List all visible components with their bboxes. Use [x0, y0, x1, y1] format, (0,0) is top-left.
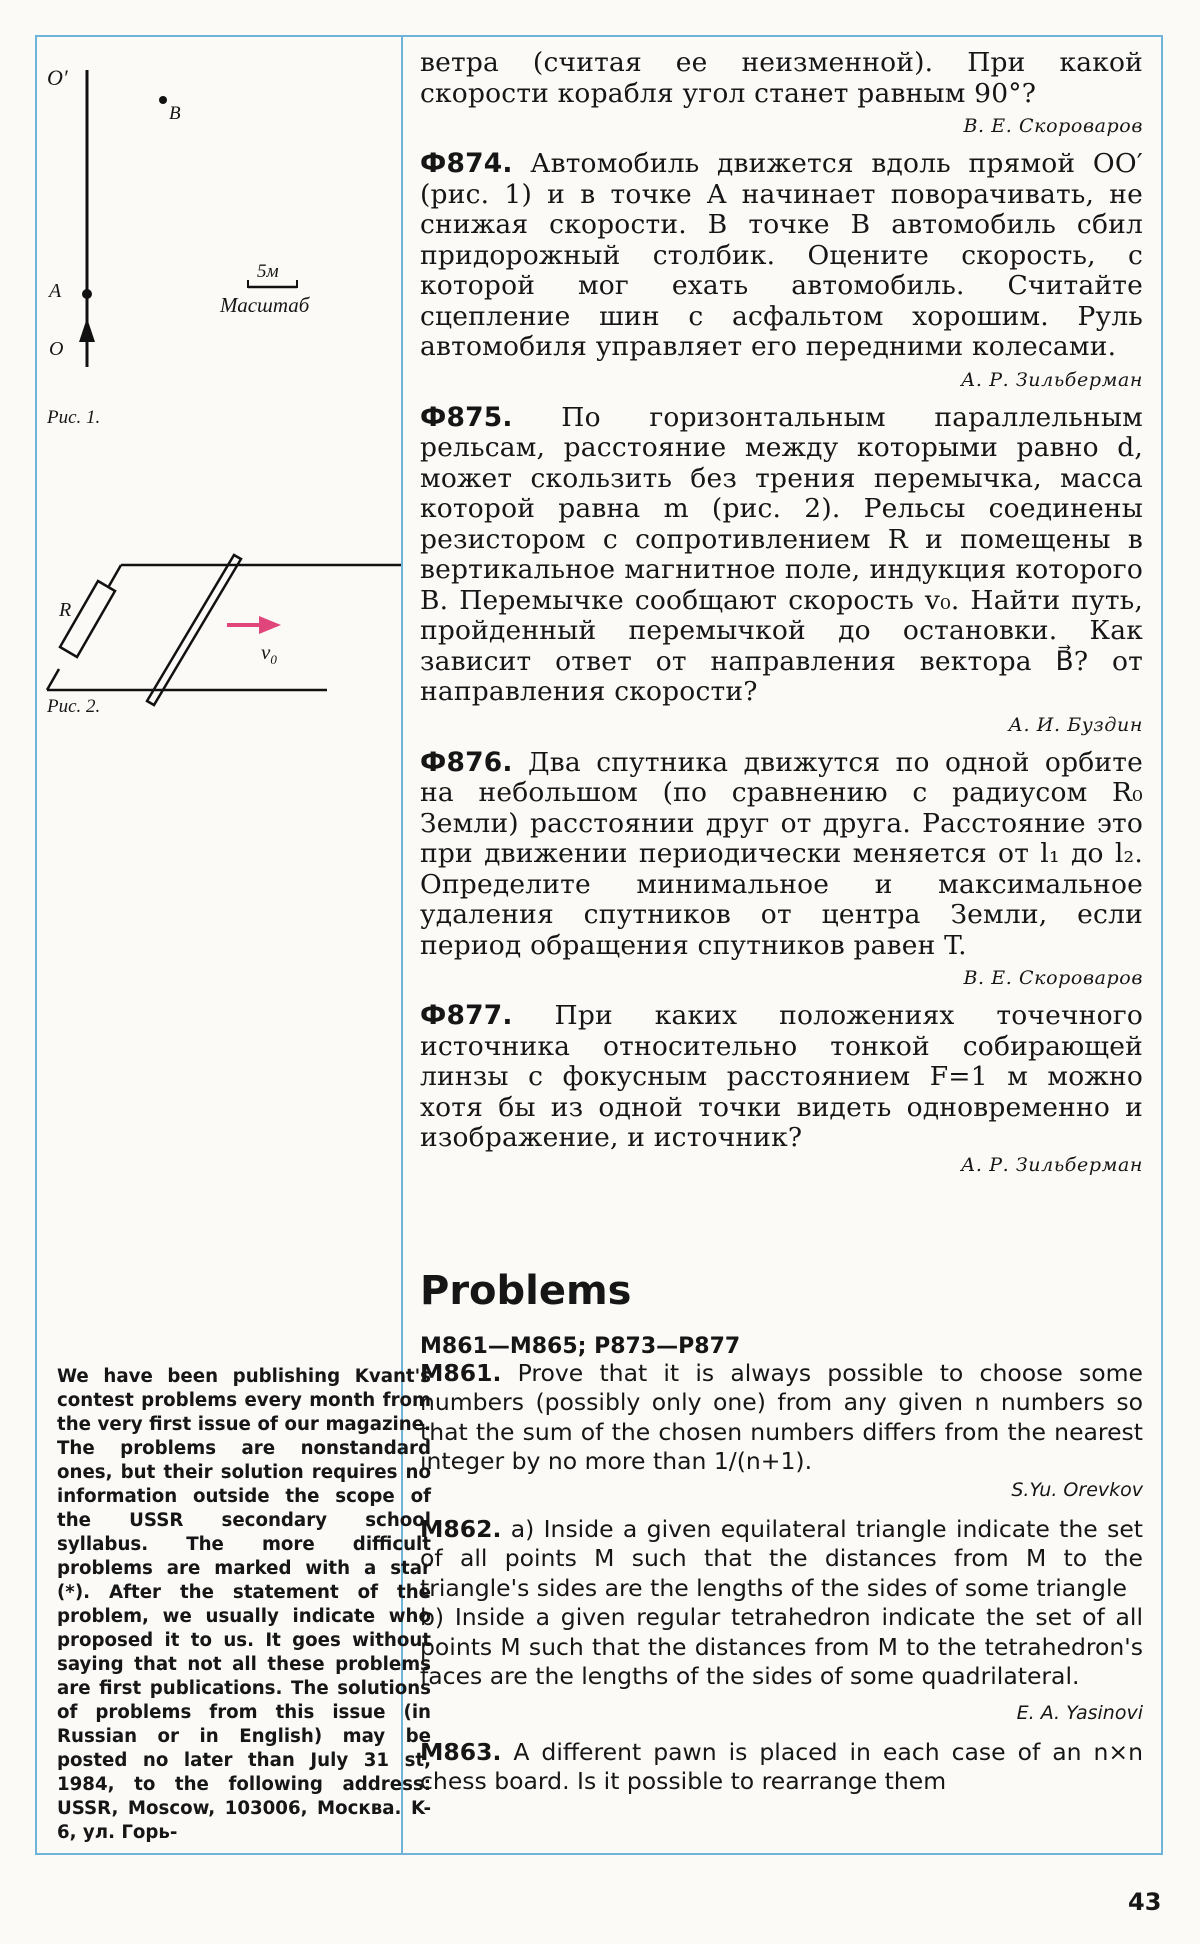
label-v0: $v_0$ [261, 640, 277, 668]
right-column [420, 48, 1143, 1797]
problem-f875: Ф875. По горизонтальным параллельным рельсам, расстояние между которыми равно d, может скользить без трения перемычка, масса которой равна m (рис. 2). Рельсы соединены резистором с сопротивлением R и помещены в вертикальное магнитное поле, индукция которого B. Перемычке сообщают скорость v₀. Найти путь, пройденный перемычкой до остановки. Как зависит ответ от направления вектора B⃗? от направления скорости? А. И. Буздин [420, 401, 1143, 736]
author: А. Р. Зильберман [960, 368, 1143, 391]
page-number: 43 [1128, 1888, 1162, 1916]
label-b: B [169, 103, 181, 124]
figure-2 [37, 507, 401, 707]
point-a [82, 289, 92, 299]
label-o: O [49, 338, 64, 360]
car-arrow-head [79, 318, 95, 342]
problem-m861: M861. Prove that it is always possible to choose some numbers (possibly only one) from any given n numbers so that the sum of the chosen numbers differs from the nearest integer by no more than 1/(n+1). S.Yu. Orevkov [420, 1358, 1143, 1501]
crossbar [147, 555, 241, 705]
label-o-prime: O′ [47, 65, 68, 90]
author: S.Yu. Orevkov [1011, 1478, 1143, 1501]
label-a: A [49, 280, 62, 302]
left-column [37, 37, 431, 1853]
author: А. Р. Зильберман [960, 1153, 1143, 1176]
author: В. Е. Скороваров [963, 115, 1143, 137]
author: E. A. Yasinovi [1016, 1701, 1143, 1724]
author: А. И. Буздин [1008, 713, 1143, 736]
english-heading: Problems [420, 1267, 632, 1314]
velocity-arrow-head [259, 616, 281, 634]
figure-2-caption: Рис. 2. [47, 696, 101, 717]
problem-f874: Ф874. Автомобиль движется вдоль прямой OO′ (рис. 1) и в точке A начинает поворачивать, не снижая скорости. В точке B автомобиль сбил придорожный столбик. Оцените скорость, с которой мог ехать автомобиль. Считайте сцепление шин с асфальтом хорошим. Руль автомобиля управляет его передними колесами. А. Р. Зильберман [420, 148, 1143, 391]
problem-f876: Ф876. Два спутника движутся по одной орбите на небольшом (по сравнению с радиусом R₀ Земли) расстоянии друг от друга. Расстояние это при движении периодически меняется от l₁ до l₂. Определите минимальное и максимальное удаления спутников от центра Земли, если период обращения спутников равен T. В. Е. Скороваров [420, 746, 1143, 989]
problem-m862: M862. a) Inside a given equilateral triangle indicate the set of all points M such that the distances from M to the triangle's sides are the lengths of the sides of some triangle b) Inside a given regular tetrahedron indicate the set of all points M such that the distances from M to the tetrahedron's faces are the lengths of the sides of some quadrilateral. E. A. Yasinovi [420, 1514, 1143, 1724]
russian-problem: ветра (считая ее неизменной). При какой скорости корабля угол станет равным 90°? В. Е. Скороваров [420, 47, 1143, 137]
scale-value: 5м [257, 261, 279, 282]
scale-word: Масштаб [220, 293, 310, 317]
figure-1-caption: Рис. 1. [47, 407, 101, 428]
label-r: R [59, 599, 72, 621]
sidebar-note: We have been publishing Kvant's contest problems every month from the very first issue of our magazine. The problems are nonstandard ones, but their solution requires no information outside the scope of the USSR secondary school syllabus. The more difficult problems are marked with a star (*). After the statement of the problem, we usually indicate who proposed it to us. It goes without saying that not all these problems are first publications. The solutions of problems from this issue (in Russian or in English) may be posted no later than July 31 st, 1984, to the following address: USSR, Moscow, 103006, Москва. K-6, ул. Горь- [57, 1366, 431, 1843]
author: В. Е. Скороваров [963, 967, 1143, 989]
problem-f877: Ф877. При каких положениях точечного источника относительно тонкой собирающей линзы с фокусным расстоянием F=1 м можно хотя бы из одной точки видеть одновременно и изображение, и источник? А. Р. Зильберман [420, 1000, 1143, 1176]
problem-m863: M863. A different pawn is placed in each case of an n×n chess board. Is it possible to rearrange them [420, 1737, 1143, 1795]
english-subheading: M861—M865; P873—P877 [420, 1333, 741, 1359]
figure-1 [37, 37, 401, 437]
point-b [159, 96, 167, 104]
